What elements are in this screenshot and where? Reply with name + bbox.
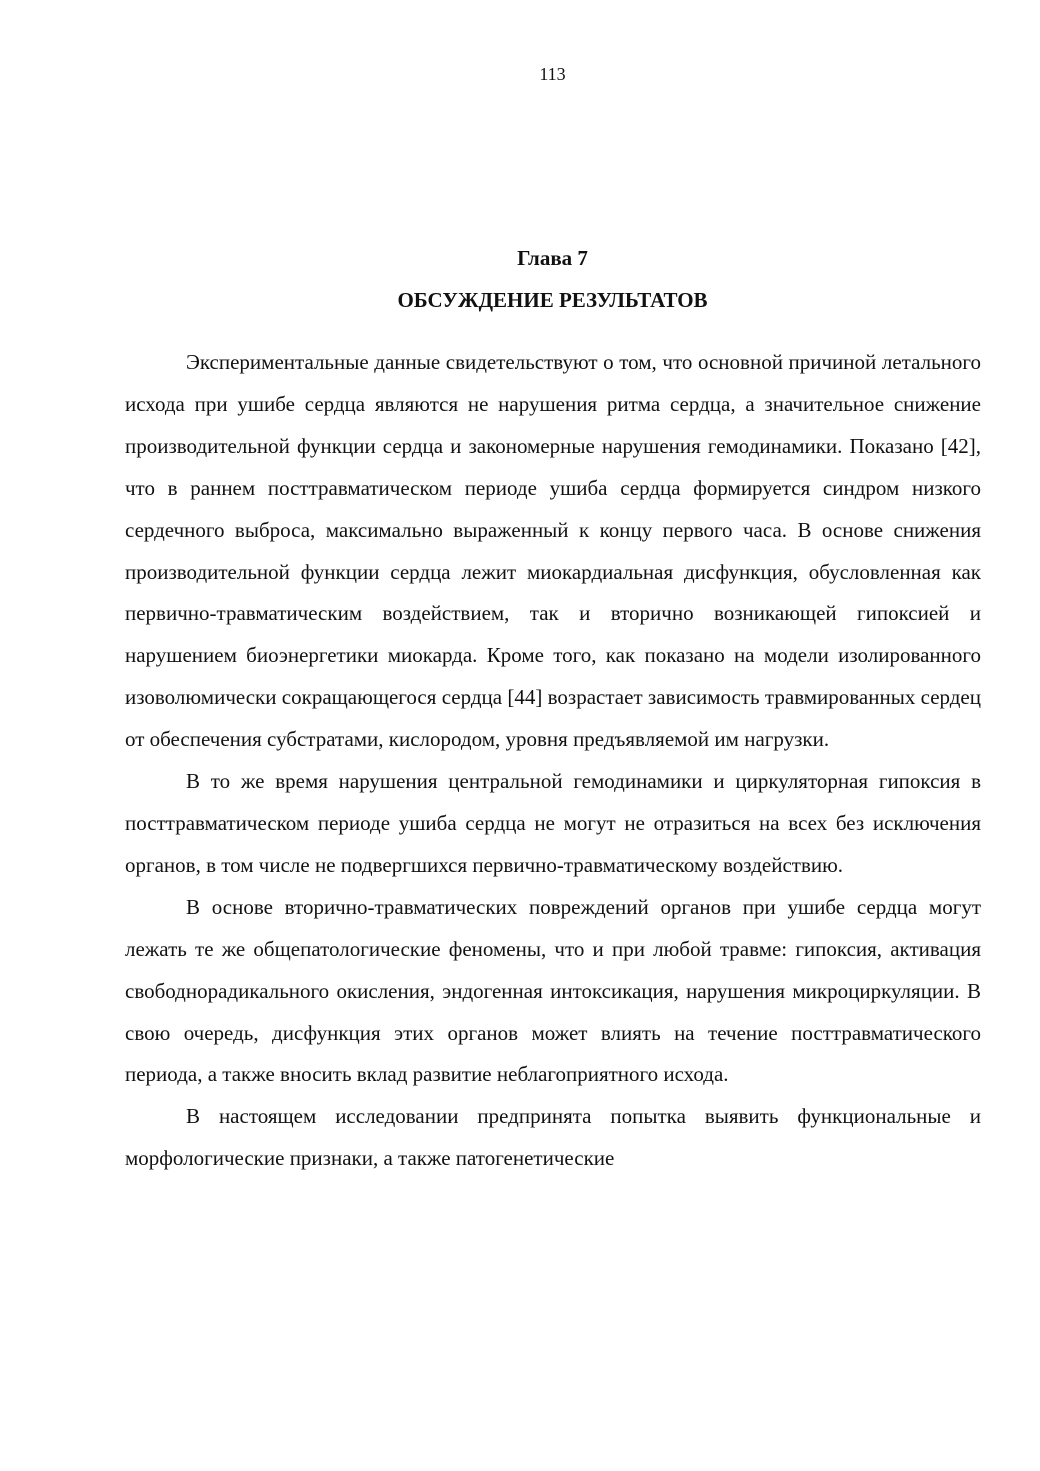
page-number: 113 <box>539 64 566 84</box>
paragraph-3: В основе вторично-травматических повреждений органов при ушибе сердца могут лежать те же общепатологические феномены, что и при любой травме: гипоксия, активация свободнорадикального окисления, эндогенная интоксикация, нарушения микроциркуляции. В свою очередь, дисфункция этих органов может влиять на течение посттравматического периода, а также вносить вклад развитие неблагоприятного исхода. <box>125 894 981 1087</box>
chapter-label: Глава 7 <box>517 246 588 270</box>
chapter-title: ОБСУЖДЕНИЕ РЕЗУЛЬТАТОВ <box>397 288 708 312</box>
paragraph-2: В то же время нарушения центральной гемодинамики и циркуляторная гипоксия в посттравматическом периоде ушиба сердца не могут не отразиться на всех без исключения органов, в том числе не подвергшихся первично-травматическому воздействию. <box>125 769 981 877</box>
body-text <box>125 342 981 1180</box>
paragraph-1: Экспериментальные данные свидетельствуют о том, что основной причиной летального исхода при ушибе сердца являются не нарушения ритма сердца, а значительное снижение производительной функции сердца и закономерные нарушения гемодинамики. Показано [42], что в раннем посттравматическом периоде ушиба сердца формируется синдром низкого сердечного выброса, максимально выраженный к концу первого часа. В основе снижения производительной функции сердца лежит миокардиальная дисфункция, обусловленная как первично-травматическим воздействием, так и вторично возникающей гипоксией и нарушением биоэнергетики миокарда. Кроме того, как показано на модели изолированного изоволюмически сокращающегося сердца [44] возрастает зависимость травмированных сердец от обеспечения субстратами, кислородом, уровня предъявляемой им нагрузки. <box>125 350 981 752</box>
paragraph-4: В настоящем исследовании предпринята попытка выявить функциональные и морфологические признаки, а также патогенетические <box>125 1104 981 1171</box>
